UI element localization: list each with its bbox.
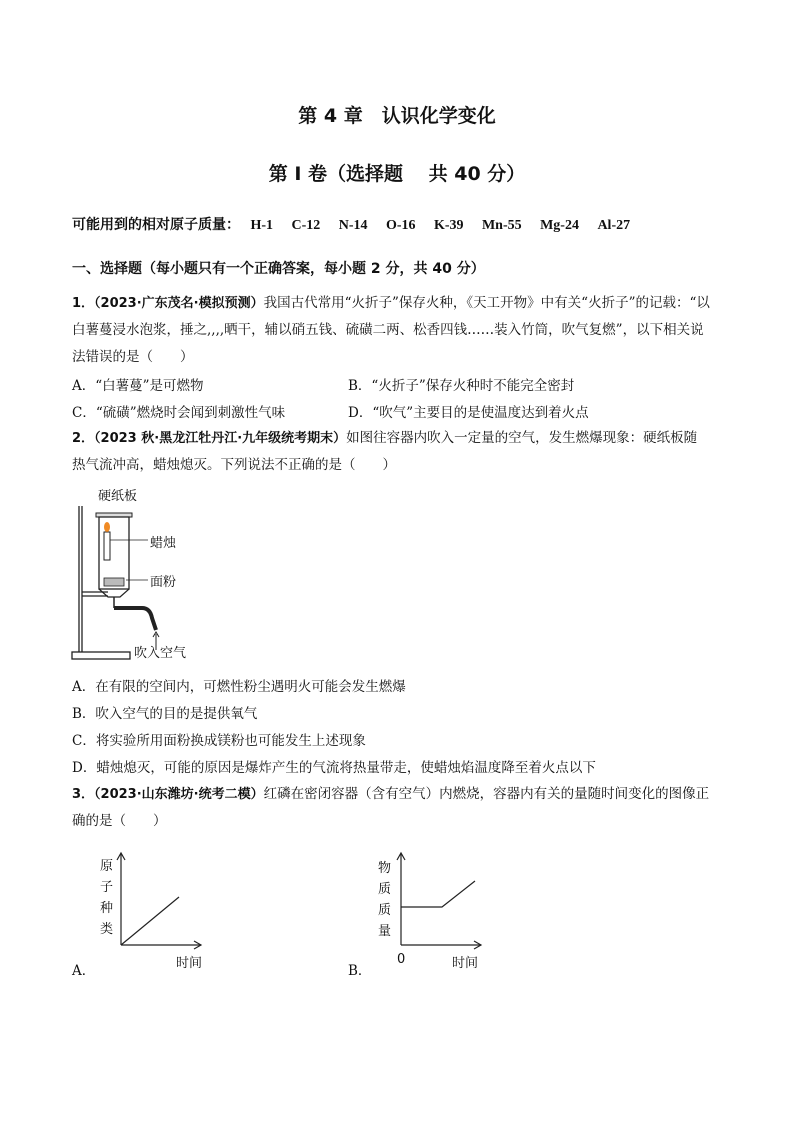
q1-option-b[interactable]: B．“火折子”保存火种时不能完全密封 (348, 378, 575, 394)
q2-line1 (72, 427, 697, 450)
q3-line2: 确的是（ ） (72, 813, 167, 829)
q2-apparatus-figure (68, 480, 208, 666)
q3-option-b[interactable]: B． (348, 963, 372, 979)
q1-option-d[interactable]: D．“吹气”主要目的是使温度达到着火点 (348, 405, 589, 421)
graph-b-line (401, 881, 475, 907)
mass-item: Al-27 (597, 218, 631, 233)
q2-line2: 热气流冲高，蜡烛熄灭。下列说法不正确的是（ ） (72, 457, 396, 473)
q2-option-c[interactable]: C．将实验所用面粉换成镁粉也可能发生上述现象 (72, 733, 366, 749)
mass-item: H-1 (250, 218, 274, 233)
q2-option-d[interactable]: D．蜡烛熄灭，可能的原因是爆炸产生的气流将热量带走，使蜡烛焰温度降至着火点以下 (72, 760, 596, 776)
mass-item: Mn-55 (481, 218, 522, 233)
q3-line1 (72, 783, 709, 806)
graph-b-origin: 0 (397, 952, 406, 967)
label-candle: 蜡烛 (150, 536, 177, 551)
q2-source: 2．（2023 秋·黑龙江牡丹江·九年级统考期末） (72, 431, 347, 446)
mass-item: C-12 (291, 218, 321, 233)
mass-item: Mg-24 (540, 218, 579, 233)
q3-text: 红磷在密闭容器（含有空气）内燃烧，容器内有关的量随时间变化的图像正 (263, 786, 710, 802)
graph-a-line (121, 897, 179, 945)
atomic-masses-label: 可能用到的相对原子质量： (72, 217, 240, 233)
chapter-title: 第 4 章 认识化学变化 (298, 105, 496, 127)
label-air: 吹入空气 (134, 646, 187, 661)
mass-item: K-39 (433, 218, 464, 233)
label-board: 硬纸板 (98, 489, 138, 504)
q3-option-a[interactable]: A． (72, 963, 96, 979)
q1-line3: 法错误的是（ ） (72, 349, 194, 365)
q3-source: 3．（2023·山东潍坊·统考二模） (72, 787, 264, 802)
q1-line2: 白薯蔓浸水泡浆，捶之,,,,晒干，辅以硝五钱、硫磺二两、松香四钱……装入竹筒，吹气复燃”，以下相关说 (72, 322, 704, 338)
q1-line1 (72, 292, 710, 315)
mass-item: O-16 (385, 218, 416, 233)
mass-item: N-14 (338, 218, 368, 233)
graph-b-xlabel: 时间 (452, 956, 479, 971)
label-flour: 面粉 (150, 575, 177, 590)
section-subtitle: 第 I 卷（选择题 共 40 分） (268, 163, 526, 185)
section-heading: 一、选择题（每小题只有一个正确答案，每小题 2 分，共 40 分） (72, 261, 485, 277)
q1-option-c[interactable]: C．“硫磺”燃烧时会闻到刺激性气味 (72, 405, 286, 421)
q2-text: 如图往容器内吹入一定量的空气，发生燃爆现象：硬纸板随 (346, 430, 698, 446)
flame-icon (104, 522, 110, 532)
atomic-masses (72, 214, 644, 234)
q1-source: 1．（2023·广东茂名·模拟预测） (72, 296, 264, 311)
q1-text: 我国古代常用“火折子”保存火种，《天工开物》中有关“火折子”的记载：“以 (263, 295, 710, 311)
graph-a-xlabel: 时间 (176, 956, 203, 971)
graph-b-ylabel: 物 质 质 量 (378, 861, 392, 939)
q1-option-a[interactable]: A．“白薯蔓”是可燃物 (72, 378, 204, 394)
graph-a-ylabel: 原 子 种 类 (100, 859, 114, 937)
q2-option-b[interactable]: B．吹入空气的目的是提供氧气 (72, 706, 258, 722)
q2-option-a[interactable]: A．在有限的空间内，可燃性粉尘遇明火可能会发生燃爆 (72, 679, 406, 695)
